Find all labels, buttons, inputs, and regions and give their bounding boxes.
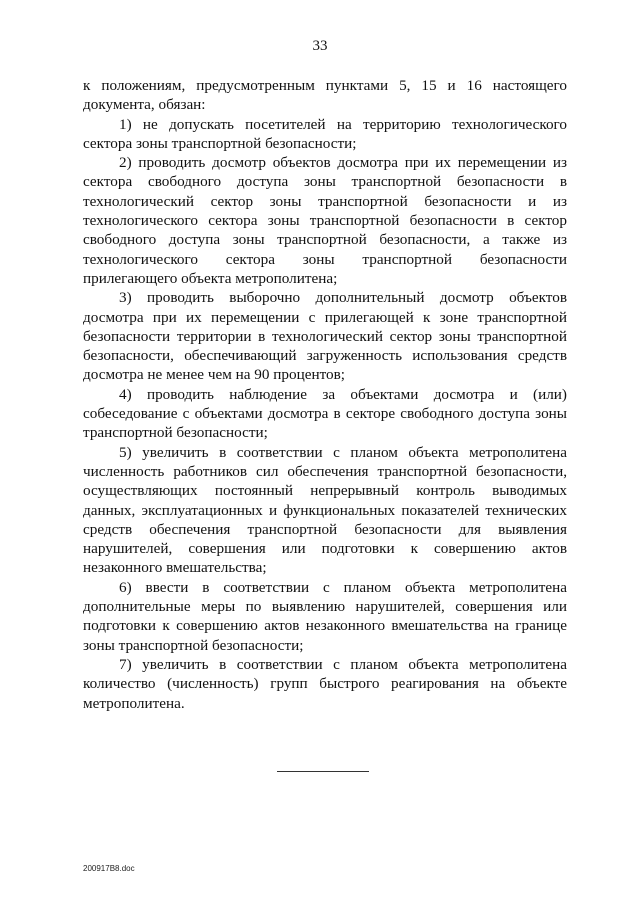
list-item-6: 6) ввести в соответствии с планом объекта метрополитена дополнительные меры по выявлению нарушителей, совершения или подготовки к совершению актов незаконного вмешательства на границе зоны транспортной безопасности; — [83, 578, 567, 654]
intro-paragraph: к положениям, предусмотренным пунктами 5, 15 и 16 настоящего документа, обязан: — [83, 77, 567, 114]
page-number: 33 — [312, 38, 328, 54]
document-body — [83, 76, 567, 713]
list-item-7: 7) увеличить в соответствии с планом объекта метрополитена количество (численность) групп быстрого реагирования на объекте метрополитена. — [83, 655, 567, 712]
list-item-1: 1) не допускать посетителей на территорию технологического сектора зоны транспортной безопасности; — [83, 115, 567, 152]
list-item-5: 5) увеличить в соответствии с планом объекта метрополитена численность работников сил обеспечения транспортной безопасности, осуществляющих постоянный непрерывный контроль выводимых данных, эксплуатационных и функциональных показателей технических средств обеспечения транспортной безопасности для выявления нарушителей, совершения или подготовки к совершению актов незаконного вмешательства; — [83, 443, 567, 577]
footer-file-code: 200917B8.doc — [83, 864, 135, 873]
list-item-3: 3) проводить выборочно дополнительный досмотр объектов досмотра при их перемещении с прилегающей к зоне транспортной безопасности территории в технологический сектор зоны транспортной безопасности, обеспечивающий загруженность использования средств досмотра не менее чем на 90 процентов; — [83, 289, 567, 384]
end-separator-line — [277, 771, 369, 772]
list-item-2: 2) проводить досмотр объектов досмотра при их перемещении из сектора свободного доступа зоны транспортной безопасности в технологический сектор зоны транспортной безопасности и из технологического сектора зоны транспортной безопасности в сектор свободного доступа зоны транспортной безопасности, а также из технологического сектора зоны транспортной безопасности прилегающего объекта метрополитена; — [83, 154, 567, 287]
list-item-4: 4) проводить наблюдение за объектами досмотра и (или) собеседование с объектами досмотра в секторе свободного доступа зоны транспортной безопасности; — [83, 385, 567, 442]
